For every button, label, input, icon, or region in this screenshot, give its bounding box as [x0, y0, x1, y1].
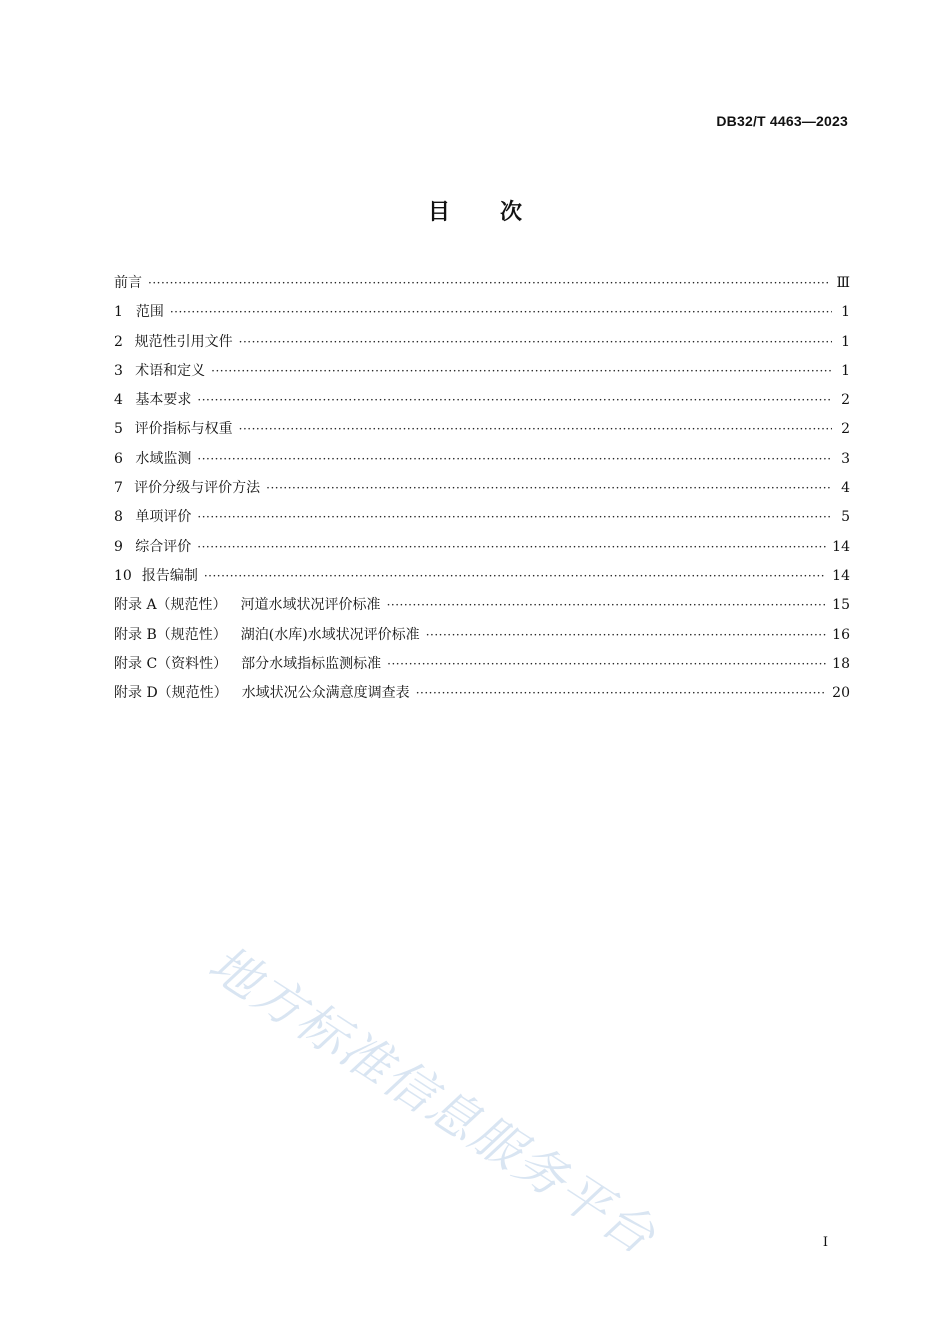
- toc-page-number: Ⅲ: [836, 275, 850, 291]
- toc-appendix-prefix: 附录 B（规范性）: [114, 626, 227, 643]
- toc-page-number: 4: [841, 480, 850, 497]
- toc-label: 范围: [135, 304, 164, 321]
- toc-page-number: 18: [832, 655, 850, 672]
- toc-leader-dots: [197, 503, 832, 532]
- toc-number: 4: [114, 392, 123, 409]
- toc-number: 1: [114, 304, 123, 321]
- toc-appendix-title: 河道水域状况评价标准: [240, 597, 381, 614]
- toc-label: 规范性引用文件: [134, 333, 233, 350]
- toc-page-number: 2: [841, 421, 850, 438]
- toc-label: 评价指标与权重: [134, 421, 233, 438]
- toc-label: [114, 591, 381, 620]
- toc-entry-scope[interactable]: [114, 298, 850, 327]
- toc-number: 5: [114, 421, 123, 438]
- toc-entry-basic-requirements[interactable]: [114, 386, 850, 415]
- toc-label: [114, 650, 381, 679]
- toc-label: [114, 621, 420, 650]
- toc-appendix-prefix: 附录 C（资料性）: [114, 655, 228, 672]
- toc-entry-appendix-b[interactable]: [114, 621, 850, 650]
- toc-page-number: 5: [841, 509, 850, 526]
- toc-page-number: 1: [841, 304, 850, 321]
- toc-leader-dots: [170, 298, 832, 327]
- table-of-contents: [114, 269, 850, 708]
- toc-appendix-title: 部分水域指标监测标准: [241, 655, 382, 672]
- toc-page-number: 1: [841, 362, 850, 379]
- toc-leader-dots: [266, 474, 832, 503]
- toc-leader-dots: [197, 533, 826, 562]
- toc-label: 单项评价: [135, 509, 192, 526]
- toc-leader-dots: [387, 650, 826, 679]
- toc-number: 6: [114, 450, 123, 467]
- toc-number: 2: [114, 333, 123, 350]
- toc-appendix-title: 水域状况公众满意度调查表: [241, 685, 410, 702]
- toc-entry-normative-references[interactable]: [114, 328, 850, 357]
- toc-entry-comprehensive-evaluation[interactable]: [114, 533, 850, 562]
- toc-page-number: 15: [832, 597, 850, 614]
- toc-page-number: 20: [832, 685, 850, 702]
- toc-appendix-prefix: 附录 D（规范性）: [114, 685, 228, 702]
- toc-label: [114, 679, 410, 708]
- toc-entry-foreword[interactable]: [114, 269, 850, 298]
- toc-label: 前言: [114, 275, 142, 291]
- toc-label: 基本要求: [135, 392, 192, 409]
- toc-entry-water-monitoring[interactable]: [114, 445, 850, 474]
- toc-appendix-title: 湖泊(水库)水域状况评价标准: [240, 626, 420, 643]
- toc-page-number: 14: [832, 567, 850, 584]
- toc-number: 9: [114, 538, 123, 555]
- toc-leader-dots: [387, 591, 827, 620]
- toc-label: 水域监测: [135, 450, 192, 467]
- toc-entry-report-compilation[interactable]: [114, 562, 850, 591]
- toc-number: 8: [114, 509, 123, 526]
- toc-number: 10: [114, 567, 132, 584]
- toc-label: 术语和定义: [135, 362, 206, 379]
- toc-leader-dots: [148, 269, 830, 298]
- toc-page-number: 16: [832, 626, 850, 643]
- watermark: 地方标准信息服务平台: [198, 934, 667, 1267]
- toc-number: 7: [114, 480, 123, 497]
- toc-page-number: 1: [841, 333, 850, 350]
- toc-leader-dots: [211, 357, 832, 386]
- toc-number: 3: [114, 362, 123, 379]
- toc-page-number: 3: [841, 450, 850, 467]
- toc-leader-dots: [426, 621, 826, 650]
- toc-leader-dots: [239, 328, 832, 357]
- toc-leader-dots: [239, 415, 832, 444]
- toc-entry-appendix-a[interactable]: [114, 591, 850, 620]
- page-title: 目次: [427, 200, 572, 225]
- toc-entry-appendix-d[interactable]: [114, 679, 850, 708]
- toc-entry-indicators-weights[interactable]: [114, 415, 850, 444]
- toc-page-number: 14: [832, 538, 850, 555]
- toc-leader-dots: [197, 445, 832, 474]
- toc-label: 评价分级与评价方法: [134, 480, 261, 497]
- toc-label: 综合评价: [135, 538, 192, 555]
- toc-entry-grading-methods[interactable]: [114, 474, 850, 503]
- toc-label: 报告编制: [141, 567, 198, 584]
- toc-entry-appendix-c[interactable]: [114, 650, 850, 679]
- toc-entry-terms-definitions[interactable]: [114, 357, 850, 386]
- toc-page-number: 2: [841, 392, 850, 409]
- toc-leader-dots: [416, 679, 826, 708]
- toc-leader-dots: [204, 562, 826, 591]
- toc-leader-dots: [197, 386, 832, 415]
- document-code: DB32/T 4463—2023: [716, 113, 848, 129]
- toc-entry-single-evaluation[interactable]: [114, 503, 850, 532]
- toc-appendix-prefix: 附录 A（规范性）: [114, 597, 227, 614]
- page-number: I: [822, 1235, 828, 1250]
